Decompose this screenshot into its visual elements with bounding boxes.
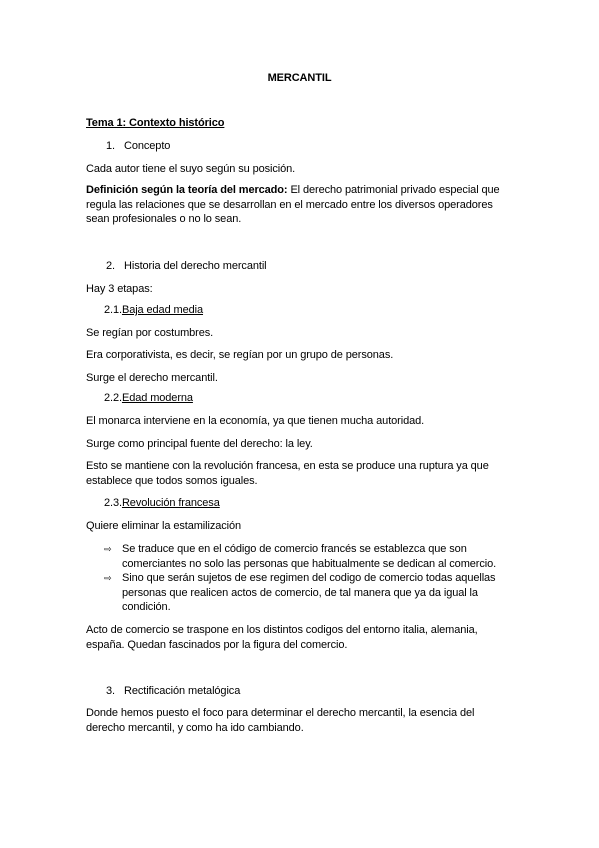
- paragraph: Hay 3 etapas:: [86, 283, 153, 295]
- subsection-2-1-heading: [104, 304, 203, 316]
- paragraph: Quiere eliminar la estamilización: [86, 520, 242, 532]
- section-1-number: 1.: [106, 140, 115, 152]
- paragraph: Cada autor tiene el suyo según su posición.: [86, 163, 296, 175]
- list-item-text: Se traduce que en el código de comercio francés se establezca que son comerciantes no solo las personas que habitualmente se dedican al comercio.: [122, 543, 497, 570]
- section-1-heading: [106, 140, 170, 152]
- tema-heading: Tema 1: Contexto histórico: [86, 117, 225, 129]
- arrow-bullet-icon: ⇨: [104, 544, 112, 554]
- section-3-label: Rectificación metalógica: [124, 685, 241, 697]
- section-2-heading: [106, 260, 267, 272]
- subsection-2-1-label: Baja edad media: [121, 304, 204, 316]
- list-item-text: Sino que serán sujetos de ese regimen del codigo de comercio todas aquellas personas que realicen actos de comercio, de tal manera que ya da igual la condición.: [122, 572, 496, 613]
- definition-paragraph: [86, 183, 516, 227]
- subsection-2-3-heading: [104, 497, 220, 509]
- section-1-label: Concepto: [124, 140, 171, 152]
- paragraph: Se regían por costumbres.: [86, 327, 214, 339]
- paragraph: Acto de comercio se traspone en los distintos codigos del entorno italia, alemania, españa. Quedan fascinados por la figura del comercio.: [86, 624, 478, 651]
- document-title: MERCANTIL: [267, 72, 332, 84]
- paragraph: Surge el derecho mercantil.: [86, 372, 218, 384]
- arrow-bullet-icon: ⇨: [104, 573, 112, 583]
- paragraph: Era corporativista, es decir, se regían por un grupo de personas.: [86, 349, 394, 361]
- subsection-2-1-number: 2.1.: [104, 304, 122, 316]
- paragraph: Esto se mantiene con la revolución francesa, en esta se produce una ruptura ya que establece que todos somos iguales.: [86, 460, 489, 487]
- paragraph: Surge como principal fuente del derecho: la ley.: [86, 438, 313, 450]
- subsection-2-2-label: Edad moderna: [121, 392, 193, 404]
- definition-text: El derecho patrimonial privado especial que regula las relaciones que se desarrollan en el mercado entre los diversos operadores sean profesionales o no lo sean.: [86, 184, 500, 225]
- definition-label: Definición según la teoría del mercado:: [86, 184, 288, 196]
- section-2-number: 2.: [106, 260, 115, 272]
- section-2-label: Historia del derecho mercantil: [124, 260, 267, 272]
- paragraph: El monarca interviene en la economía, ya que tienen mucha autoridad.: [86, 415, 425, 427]
- paragraph: Donde hemos puesto el foco para determinar el derecho mercantil, la esencia del derecho mercantil, y como ha ido cambiando.: [86, 707, 475, 734]
- section-3-number: 3.: [106, 685, 115, 697]
- subsection-2-2-heading: [104, 392, 193, 404]
- subsection-2-3-label: Revolución francesa: [121, 497, 220, 509]
- subsection-2-3-number: 2.3.: [104, 497, 122, 509]
- list-item: [104, 571, 524, 615]
- subsection-2-2-number: 2.2.: [104, 392, 122, 404]
- list-item: [104, 542, 524, 572]
- section-3-heading: [106, 685, 240, 697]
